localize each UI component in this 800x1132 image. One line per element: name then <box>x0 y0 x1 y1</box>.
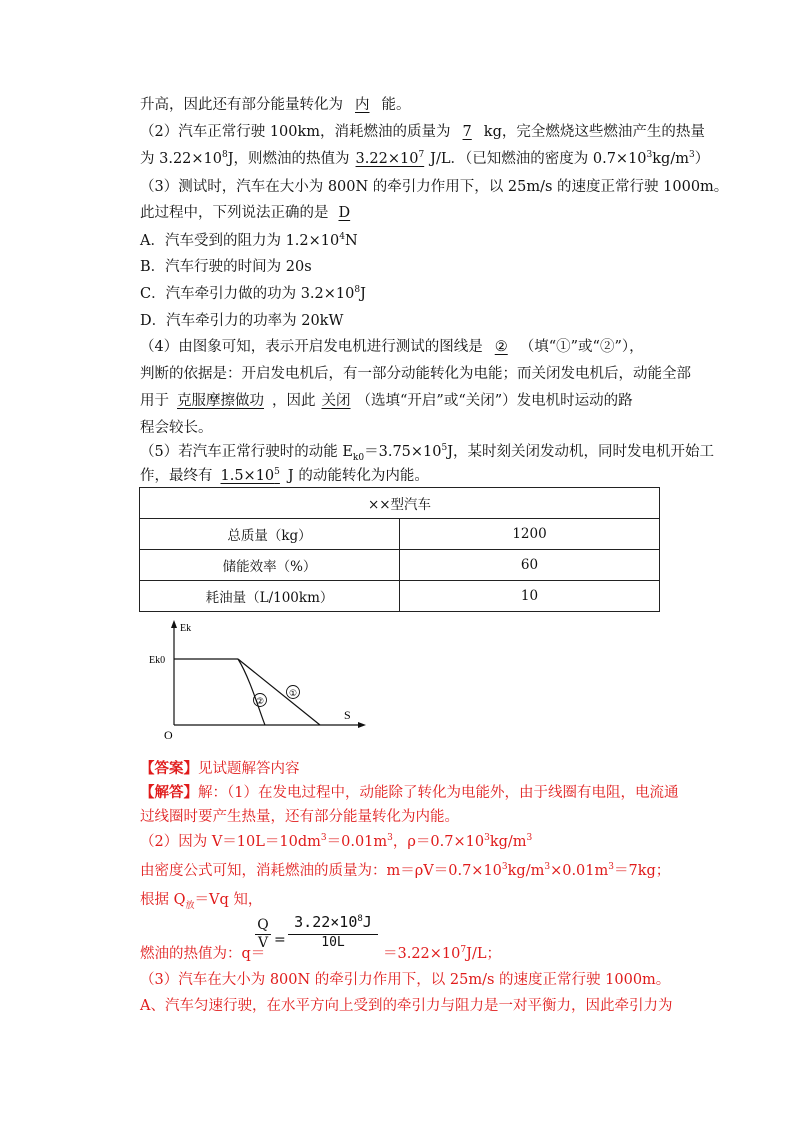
fraction-value <box>288 913 378 950</box>
analysis-heading: 【解答】 <box>140 784 198 801</box>
q4-line-3 <box>140 392 633 410</box>
table-label: 总质量（kg） <box>140 519 400 550</box>
q4-line-2: 判断的依据是：开启发电机后，有一部分动能转化为电能；而关闭发电机后，动能全部 <box>140 366 691 382</box>
q4-answer-curve: ② <box>494 339 508 355</box>
y-axis-label: Ek <box>180 623 192 634</box>
answer-heading: 【答案】 <box>140 760 198 777</box>
fraction-q-over-v <box>255 917 271 951</box>
table-label: 储能效率（%） <box>140 550 400 581</box>
q3-line-2 <box>140 204 360 222</box>
exponent: 3 <box>544 862 551 873</box>
exponent: 4 <box>339 232 345 243</box>
numerator-value: 3.22×10 <box>294 913 358 931</box>
q4-text: （4）由图象可知，表示开启发电机进行测试的图线是 <box>140 339 483 355</box>
analysis-text: ×0.01m <box>550 863 609 879</box>
q5-answer: 1.5×10 <box>220 468 275 484</box>
q1-text-end: 能。 <box>381 97 411 113</box>
subscript: 放 <box>185 900 195 911</box>
q5-text-post: J，某时刻关闭发动机，同时发电机开始工 <box>447 444 715 460</box>
q2-text-mid: J，则燃油的热值为 <box>227 151 350 167</box>
spec-table <box>139 487 660 612</box>
q1-line <box>140 96 411 114</box>
analysis-text: J/L； <box>466 946 501 962</box>
option-text: A．汽车受到的阻力为 1.2×10 <box>140 233 340 249</box>
q3-option-a <box>140 232 358 250</box>
analysis-line-2: 过线圈时要产生热量，还有部分能量转化为内能。 <box>140 809 459 825</box>
exponent: 3 <box>526 833 533 844</box>
exponent: 8 <box>222 150 228 161</box>
q3-answer: D <box>338 205 351 221</box>
exponent: 3 <box>646 150 653 161</box>
q1-answer: 内 <box>355 97 370 113</box>
x-axis-arrow <box>358 722 366 728</box>
table-label: 耗油量（L/100km） <box>140 581 400 612</box>
exponent: 3 <box>320 833 327 844</box>
q2-text-end: kg，完全燃烧这些燃油产生的热量 <box>483 124 705 140</box>
x-axis-label: S <box>344 708 351 722</box>
exponent: 3 <box>501 862 508 873</box>
q2-close: ） <box>694 151 710 167</box>
q4-text-end: （填“①”或“②”）， <box>519 339 644 355</box>
q4-text-post: （选填“开启”或“关闭”）发电机时运动的路 <box>356 393 633 409</box>
q3-option-c <box>140 285 366 303</box>
q2-line-2 <box>140 150 709 168</box>
q3-line-1: （3）测试时，汽车在大小为 800N 的牵引力作用下，以 25m/s 的速度正常行驶 1000m。 <box>140 179 729 195</box>
option-unit: N <box>344 233 358 249</box>
analysis-text: ＝0.01m <box>326 834 388 850</box>
subscript: k0 <box>352 452 365 463</box>
q2-text: （2）汽车正常行驶 100km，消耗燃油的质量为 <box>140 124 451 140</box>
table-row <box>140 581 660 612</box>
q1-text: 升高，因此还有部分能量转化为 <box>140 97 343 113</box>
table-value: 1200 <box>400 519 660 550</box>
curve-2-line <box>238 659 265 725</box>
q4-line-1 <box>140 338 644 356</box>
q5-text-mid: ＝3.75×10 <box>364 444 442 460</box>
analysis-line-8: A、汽车匀速行驶，在水平方向上受到的牵引力与阻力是一对平衡力，因此牵引力为 <box>140 998 673 1014</box>
q5-text-end: J 的动能转化为内能。 <box>287 468 429 484</box>
origin-label: O <box>164 728 173 742</box>
q2-line-1 <box>140 123 705 141</box>
q3-prompt: 此过程中，下列说法正确的是 <box>140 205 329 221</box>
analysis-text: 解：（1）在发电过程中，动能除了转化为电能外，由于线圈有电阻，电流通 <box>198 785 679 801</box>
q4-answer-reason: 克服摩擦做功 <box>177 393 264 409</box>
q5-text: （5）若汽车正常行驶时的动能 E <box>140 444 353 460</box>
q2-text-2: 为 3.22×10 <box>140 151 222 167</box>
curve-2-label: ② <box>255 697 265 707</box>
table-title: ××型汽车 <box>140 488 660 519</box>
q2-text-post: J/L．（已知燃油的密度为 0.7×10 <box>430 151 647 167</box>
q3-option-b: B．汽车行驶的时间为 20s <box>140 259 312 275</box>
exponent: 8 <box>354 285 361 296</box>
fraction-denominator: V <box>255 934 271 951</box>
curve-1-line <box>238 659 320 725</box>
analysis-text: ＝7kg； <box>614 863 671 879</box>
y-axis-arrow <box>171 620 177 628</box>
fraction-numerator: Q <box>257 917 269 933</box>
exponent: 8 <box>357 914 363 924</box>
exponent: 3 <box>387 833 393 844</box>
analysis-text: 由密度公式可知，消耗燃油的质量为：m＝ρV＝0.7×10 <box>140 863 502 879</box>
exponent: 7 <box>460 945 467 956</box>
numerator-unit: J <box>362 913 372 931</box>
q4-line-4: 程会较长。 <box>140 420 213 436</box>
analysis-text: kg/m <box>507 863 545 879</box>
q2-answer-mass: 7 <box>462 124 472 140</box>
q5-text-2: 作，最终有 <box>140 468 213 484</box>
analysis-line-7: （3）汽车在大小为 800N 的牵引力作用下，以 25m/s 的速度正常行驶 1000m。 <box>140 972 671 988</box>
exponent: 5 <box>441 443 448 454</box>
analysis-text: ＝3.22×10 <box>383 946 461 962</box>
q5-line-1 <box>140 443 714 461</box>
exponent: 3 <box>484 833 490 844</box>
exponent: 3 <box>688 150 695 161</box>
q2-answer-heat-value: 3.22×10 <box>355 151 419 167</box>
table-row <box>140 519 660 550</box>
analysis-line-6-prefix: 燃油的热值为：q＝ <box>140 946 266 962</box>
exponent: 7 <box>418 150 425 161</box>
exponent: 3 <box>608 862 614 873</box>
energy-distance-graph <box>138 618 368 743</box>
analysis-text: ，ρ＝0.7×10 <box>392 834 485 850</box>
analysis-line-3 <box>140 833 532 851</box>
exponent: 5 <box>274 467 280 478</box>
table-value: 60 <box>400 550 660 581</box>
analysis-text: （2）因为 V＝10L＝10dm <box>140 834 321 850</box>
q5-line-2 <box>140 467 429 485</box>
analysis-line-5 <box>140 891 262 909</box>
q4-text-mid: ，因此 <box>272 393 316 409</box>
q4-answer-state: 关闭 <box>321 393 351 409</box>
analysis-line-1 <box>140 784 678 802</box>
table-value: 10 <box>400 581 660 612</box>
option-unit: J <box>360 286 366 302</box>
fraction-numerator <box>288 913 378 931</box>
q3-option-d: D．汽车牵引力的功率为 20kW <box>140 313 344 329</box>
fraction-denominator: 10L <box>288 934 378 950</box>
q2-unit: kg/m <box>652 151 689 167</box>
analysis-text: kg/m <box>489 834 527 850</box>
analysis-text: ＝Vq 知， <box>194 892 263 908</box>
option-text: C．汽车牵引力做的功为 3.2×10 <box>140 286 355 302</box>
analysis-text: 根据 Q <box>140 892 186 908</box>
curve-1-label: ① <box>288 689 298 699</box>
answer-text: 见试题解答内容 <box>198 761 300 777</box>
initial-energy-label: Ek0 <box>149 655 166 666</box>
analysis-line-4 <box>140 862 670 880</box>
answer-line <box>140 760 300 778</box>
analysis-line-6-result <box>383 945 501 963</box>
q4-text-3: 用于 <box>140 393 169 409</box>
equals-sign: = <box>274 932 286 948</box>
table-row <box>140 550 660 581</box>
